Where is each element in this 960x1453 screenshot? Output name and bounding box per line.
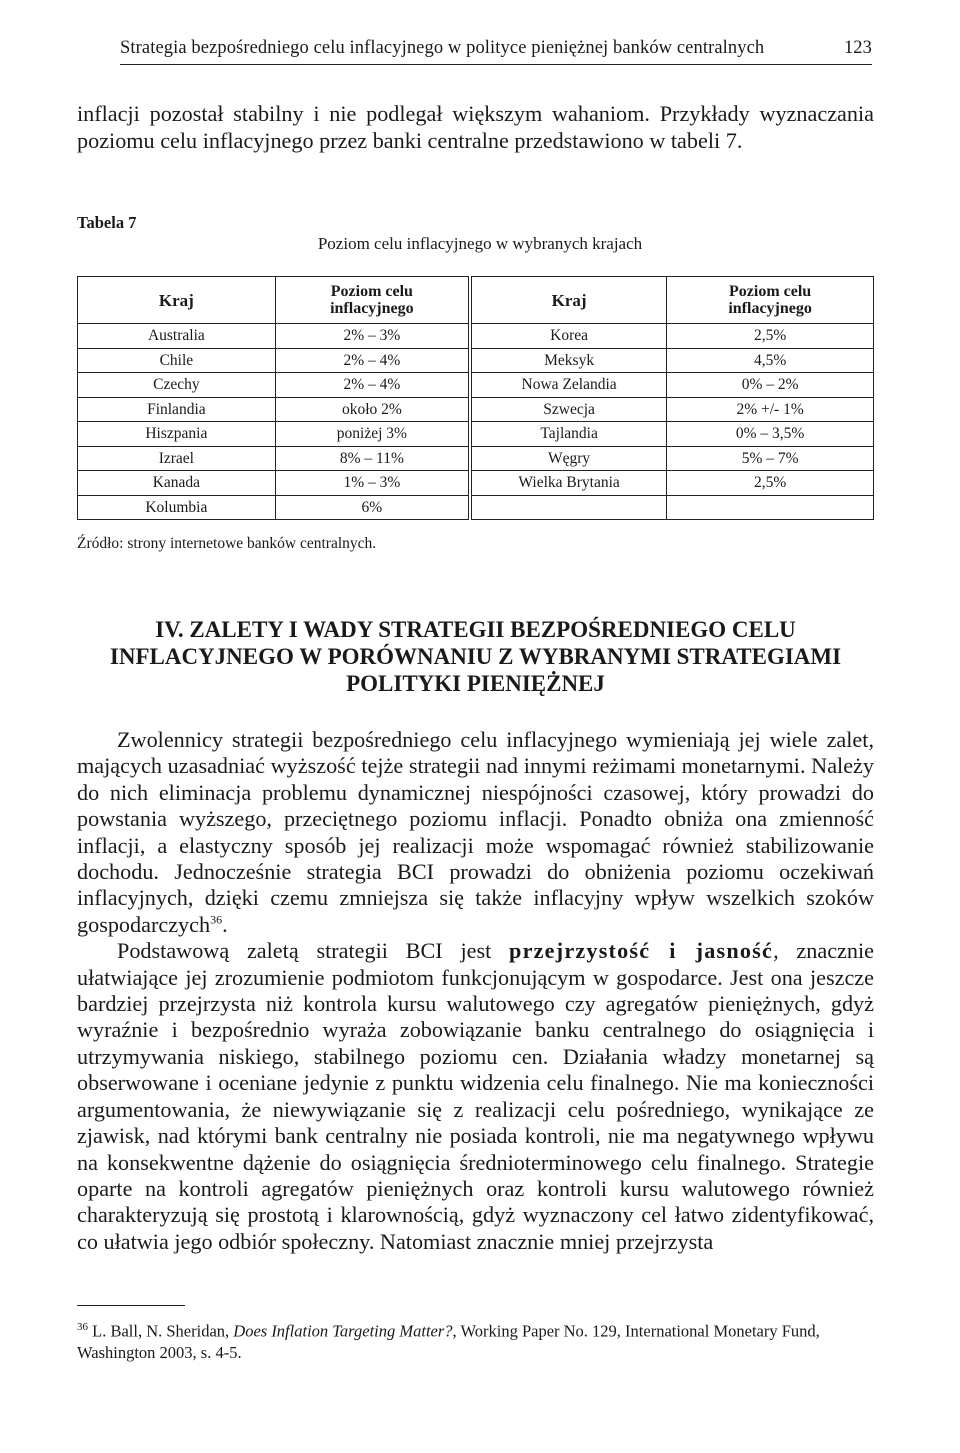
cell-country: Chile — [78, 348, 276, 373]
cell-country: Australia — [78, 324, 276, 349]
cell-target: 8% – 11% — [275, 446, 470, 471]
footnote-rest: , Working Paper No. 129, International Monetary Fund, Washington 2003, s. 4-5. — [77, 1321, 820, 1362]
footnote-rule — [77, 1305, 185, 1306]
footnote-title: Does Inflation Targeting Matter? — [233, 1321, 453, 1341]
cell-country: Meksyk — [470, 348, 667, 373]
cell-target: 2% +/- 1% — [667, 397, 874, 422]
table-row — [78, 397, 874, 422]
footnote-ref: 36 — [210, 912, 223, 927]
page-number: 123 — [843, 38, 872, 58]
header-country-left: Kraj — [78, 277, 276, 324]
cell-country: Hiszpania — [78, 422, 276, 447]
paragraph-text: Podstawową zaletą strategii BCI jest — [117, 938, 510, 964]
cell-country — [470, 495, 667, 520]
cell-target: około 2% — [275, 397, 470, 422]
footnote-authors: L. Ball, N. Sheridan, — [88, 1321, 234, 1341]
cell-target: 0% – 3,5% — [667, 422, 874, 447]
footnote — [77, 1317, 874, 1363]
cell-country: Korea — [470, 324, 667, 349]
paragraph-text: , znacznie ułatwiające jej zrozumienie podmiotom funkcjonującym w gospodarce. Jest ona jeszcze bardziej przejrzysta niż kontrola kursu walutowego czy agregatów pieniężnych, gdyż wyraźnie i bezpośrednio wyraża zobowiązanie banku centralnego do osiągnięcia i utrzymywania niskiego, stabilnego poziomu cen. Działania władzy monetarnej są obserwowane i oceniane jedynie z punktu widzenia celu finalnego. Nie ma konieczności argumentowania, że niewywiązanie się z realizacji celu pośredniego, wynikające ze zjawisk, nad którymi bank centralny nie posiada kontroli, nie ma negatywnego wpływu na konsekwentne dążenie do osiągnięcia średnioterminowego celu finalnego. Strategie oparte na kontroli agregatów pieniężnych oraz kontroli kursu walutowego również charakteryzują się prostotą i klarownością, gdyż wyznaczony cel łatwo zidentyfikować, co ułatwia jego odbiór społeczny. Natomiast znacznie mniej przejrzysta — [77, 938, 874, 1254]
table-row — [78, 446, 874, 471]
table-row — [78, 471, 874, 496]
inflation-target-table — [77, 276, 874, 520]
table-header-row — [78, 277, 874, 324]
header-target-line2: inflacyjnego — [330, 300, 414, 317]
cell-target: 6% — [275, 495, 470, 520]
footnote-number: 36 — [77, 1321, 88, 1333]
cell-country: Finlandia — [78, 397, 276, 422]
cell-target: 2% – 3% — [275, 324, 470, 349]
intro-paragraph: inflacji pozostał stabilny i nie podlegał większym wahaniom. Przykłady wyznaczania poziomu celu inflacyjnego przez banki centralne przedstawiono w tabeli 7. — [77, 101, 874, 153]
cell-country: Szwecja — [470, 397, 667, 422]
cell-target: poniżej 3% — [275, 422, 470, 447]
cell-target: 1% – 3% — [275, 471, 470, 496]
table-row — [78, 422, 874, 447]
body-text — [77, 727, 874, 1255]
header-rule — [120, 64, 872, 65]
section-heading: IV. ZALETY I WADY STRATEGII BEZPOŚREDNIEGO CELU INFLACYJNEGO W PORÓWNANIU Z WYBRANYMI STRATEGIAMI POLITYKI PIENIĘŻNEJ — [109, 617, 842, 696]
header-target-line1: Poziom celu — [729, 283, 812, 300]
table-row — [78, 324, 874, 349]
cell-country: Kolumbia — [78, 495, 276, 520]
cell-target: 5% – 7% — [667, 446, 874, 471]
paragraph — [77, 938, 874, 1255]
cell-target: 2% – 4% — [275, 348, 470, 373]
cell-country: Węgry — [470, 446, 667, 471]
cell-target: 2,5% — [667, 471, 874, 496]
emphasized-text: przejrzystość i jasność — [509, 938, 774, 964]
cell-country: Kanada — [78, 471, 276, 496]
cell-target: 2% – 4% — [275, 373, 470, 398]
paragraph-end: . — [222, 911, 228, 937]
header-target-left — [275, 277, 470, 324]
header-target-line2: inflacyjnego — [728, 300, 812, 317]
cell-target — [667, 495, 874, 520]
table-title: Poziom celu inflacyjnego w wybranych krajach — [317, 234, 643, 253]
table-row — [78, 373, 874, 398]
cell-target: 2,5% — [667, 324, 874, 349]
cell-target: 0% – 2% — [667, 373, 874, 398]
table-source: Źródło: strony internetowe banków centralnych. — [77, 535, 377, 552]
paragraph — [77, 727, 874, 938]
cell-country: Nowa Zelandia — [470, 373, 667, 398]
cell-country: Czechy — [78, 373, 276, 398]
paragraph-text: Zwolennicy strategii bezpośredniego celu inflacyjnego wymieniają jej wiele zalet, mających uzasadniać wyższość tejże strategii nad innymi reżimami monetarnymi. Należy do nich eliminacja problemu dynamicznej niespójności czasowej, który prowadzi do powstania wyższego, przeciętnego poziomu inflacji. Ponadto obniża ona zmienność inflacji, a elastyczny sposób jej realizacji może wspomagać również stabilizowanie dochodu. Jednocześnie strategia BCI prowadzi do obniżenia poziomu oczekiwań inflacyjnych, dzięki czemu zmniejsza się także inflacyjny wpływ wszelkich szoków gospodarczych — [77, 727, 874, 937]
header-country-right: Kraj — [470, 277, 667, 324]
table-row — [78, 495, 874, 520]
header-target-line1: Poziom celu — [330, 283, 413, 300]
running-title: Strategia bezpośredniego celu inflacyjnego w polityce pieniężnej banków centralnych — [120, 38, 765, 58]
cell-country: Izrael — [78, 446, 276, 471]
cell-target: 4,5% — [667, 348, 874, 373]
cell-country: Tajlandia — [470, 422, 667, 447]
header-target-right — [667, 277, 874, 324]
running-header — [120, 38, 872, 59]
cell-country: Wielka Brytania — [470, 471, 667, 496]
table-row — [78, 348, 874, 373]
table-label: Tabela 7 — [77, 213, 137, 232]
